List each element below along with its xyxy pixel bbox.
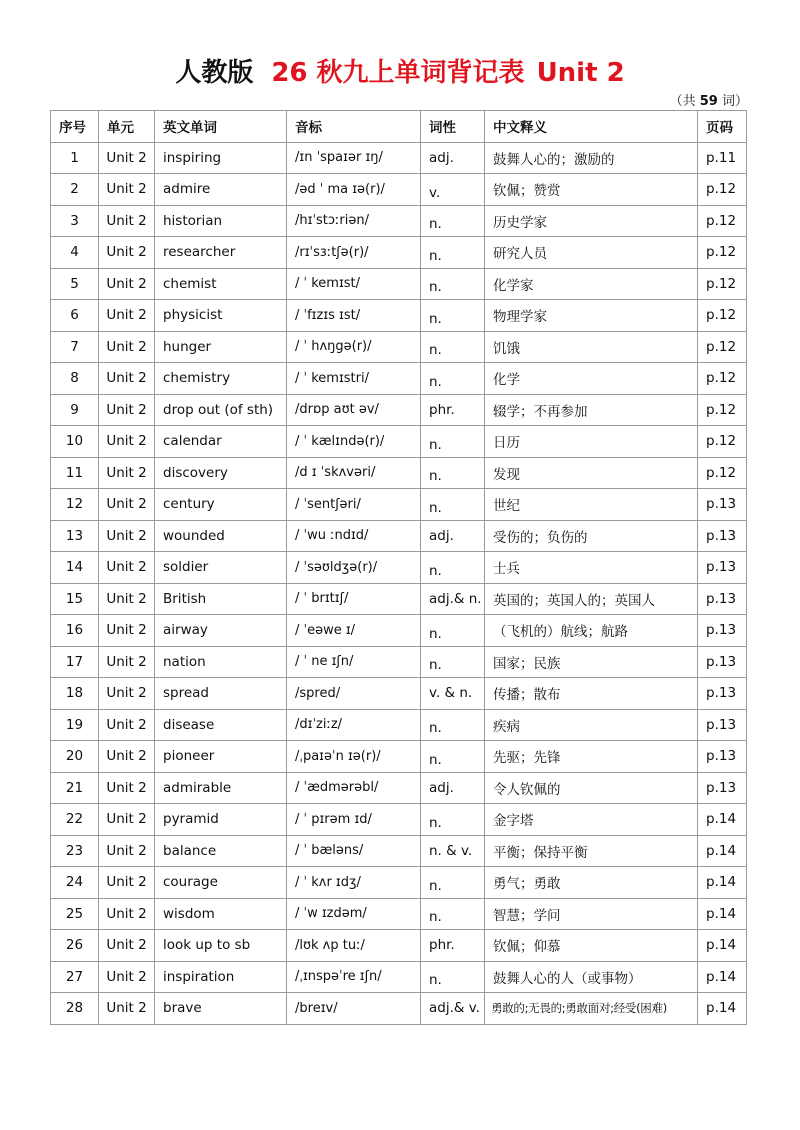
header-word: 英文单词 — [155, 111, 287, 143]
row-english-word: inspiring — [155, 142, 287, 174]
word-count-suffix: 词） — [721, 94, 748, 109]
row-phonetic: /spred/ — [287, 678, 421, 710]
row-part-of-speech: adj. — [421, 142, 485, 174]
row-phonetic: /ˌpaɪəˈn ɪə(r)/ — [287, 741, 421, 773]
row-english-word: researcher — [155, 237, 287, 269]
table-row — [51, 142, 747, 174]
row-page: p.13 — [698, 615, 747, 647]
row-phonetic: /breɪv/ — [287, 993, 421, 1025]
row-chinese-meaning: 饥饿 — [485, 331, 698, 363]
table-row — [51, 741, 747, 773]
row-number: 4 — [51, 237, 99, 269]
row-english-word: chemist — [155, 268, 287, 300]
row-chinese-meaning: 疾病 — [485, 709, 698, 741]
header-pos: 词性 — [421, 111, 485, 143]
row-unit: Unit 2 — [99, 898, 155, 930]
row-number: 19 — [51, 709, 99, 741]
table-row — [51, 898, 747, 930]
row-number: 17 — [51, 646, 99, 678]
row-english-word: historian — [155, 205, 287, 237]
row-unit: Unit 2 — [99, 835, 155, 867]
row-part-of-speech: phr. — [421, 930, 485, 962]
row-chinese-meaning: 鼓舞人心的；激励的 — [485, 142, 698, 174]
row-page: p.14 — [698, 898, 747, 930]
table-row — [51, 237, 747, 269]
row-english-word: look up to sb — [155, 930, 287, 962]
row-unit: Unit 2 — [99, 678, 155, 710]
row-unit: Unit 2 — [99, 142, 155, 174]
row-unit: Unit 2 — [99, 394, 155, 426]
row-part-of-speech: n. — [421, 237, 485, 269]
row-chinese-meaning: 化学家 — [485, 268, 698, 300]
row-phonetic: /rɪˈsɜːtʃə(r)/ — [287, 237, 421, 269]
row-part-of-speech: n. — [421, 646, 485, 678]
row-page: p.13 — [698, 489, 747, 521]
row-part-of-speech: n. — [421, 552, 485, 584]
row-phonetic: /dɪˈziːz/ — [287, 709, 421, 741]
row-english-word: airway — [155, 615, 287, 647]
row-english-word: calendar — [155, 426, 287, 458]
row-english-word: disease — [155, 709, 287, 741]
row-part-of-speech: n. — [421, 300, 485, 332]
row-number: 12 — [51, 489, 99, 521]
row-number: 27 — [51, 961, 99, 993]
header-cn: 中文释义 — [485, 111, 698, 143]
table-row — [51, 993, 747, 1025]
row-english-word: British — [155, 583, 287, 615]
row-unit: Unit 2 — [99, 993, 155, 1025]
row-number: 11 — [51, 457, 99, 489]
row-chinese-meaning: 受伤的；负伤的 — [485, 520, 698, 552]
row-number: 10 — [51, 426, 99, 458]
header-no: 序号 — [51, 111, 99, 143]
word-count-prefix: （共 — [669, 94, 696, 109]
row-part-of-speech: n. — [421, 457, 485, 489]
table-row — [51, 930, 747, 962]
row-phonetic: / ˈ brɪtɪʃ/ — [287, 583, 421, 615]
table-row — [51, 772, 747, 804]
row-phonetic: /lʊk ʌp tuː/ — [287, 930, 421, 962]
row-phonetic: / ˈ kemɪstri/ — [287, 363, 421, 395]
table-row — [51, 552, 747, 584]
row-chinese-meaning: 英国的；英国人的；英国人 — [485, 583, 698, 615]
row-part-of-speech: n. — [421, 615, 485, 647]
row-unit: Unit 2 — [99, 709, 155, 741]
row-phonetic: / ˈædmərəbl/ — [287, 772, 421, 804]
row-number: 13 — [51, 520, 99, 552]
word-count-number: 59 — [699, 94, 718, 109]
row-number: 9 — [51, 394, 99, 426]
row-chinese-meaning: 平衡；保持平衡 — [485, 835, 698, 867]
row-page: p.14 — [698, 993, 747, 1025]
row-english-word: brave — [155, 993, 287, 1025]
row-chinese-meaning: 令人钦佩的 — [485, 772, 698, 804]
row-page: p.12 — [698, 268, 747, 300]
row-page: p.14 — [698, 867, 747, 899]
row-phonetic: /drɒp aʊt əv/ — [287, 394, 421, 426]
row-chinese-meaning: 钦佩；仰慕 — [485, 930, 698, 962]
table-row — [51, 709, 747, 741]
row-english-word: pyramid — [155, 804, 287, 836]
row-unit: Unit 2 — [99, 268, 155, 300]
row-phonetic: /əd ˈ ma ɪə(r)/ — [287, 174, 421, 206]
row-phonetic: / ˈfɪzɪs ɪst/ — [287, 300, 421, 332]
row-page: p.13 — [698, 741, 747, 773]
title-unit: Unit 2 — [536, 58, 625, 88]
table-row — [51, 457, 747, 489]
row-number: 3 — [51, 205, 99, 237]
row-chinese-meaning: 国家；民族 — [485, 646, 698, 678]
table-row — [51, 300, 747, 332]
row-unit: Unit 2 — [99, 552, 155, 584]
row-part-of-speech: adj. — [421, 772, 485, 804]
row-part-of-speech: adj.& n. — [421, 583, 485, 615]
row-part-of-speech: adj.& v. — [421, 993, 485, 1025]
row-number: 8 — [51, 363, 99, 395]
row-phonetic: / ˈ bæləns/ — [287, 835, 421, 867]
row-chinese-meaning: 研究人员 — [485, 237, 698, 269]
page-title — [0, 52, 800, 89]
row-number: 1 — [51, 142, 99, 174]
row-phonetic: / ˈ hʌŋgə(r)/ — [287, 331, 421, 363]
row-english-word: balance — [155, 835, 287, 867]
table-row — [51, 961, 747, 993]
row-number: 14 — [51, 552, 99, 584]
row-chinese-meaning: 化学 — [485, 363, 698, 395]
row-english-word: nation — [155, 646, 287, 678]
table-row — [51, 426, 747, 458]
row-chinese-meaning: 历史学家 — [485, 205, 698, 237]
row-page: p.14 — [698, 804, 747, 836]
table-row — [51, 394, 747, 426]
row-english-word: soldier — [155, 552, 287, 584]
row-page: p.14 — [698, 930, 747, 962]
row-phonetic: / ˈ kælɪndə(r)/ — [287, 426, 421, 458]
row-page: p.12 — [698, 363, 747, 395]
row-number: 5 — [51, 268, 99, 300]
row-page: p.12 — [698, 205, 747, 237]
row-number: 15 — [51, 583, 99, 615]
row-chinese-meaning: 鼓舞人心的人（或事物） — [485, 961, 698, 993]
row-part-of-speech: phr. — [421, 394, 485, 426]
header-unit: 单元 — [99, 111, 155, 143]
row-page: p.13 — [698, 772, 747, 804]
row-english-word: physicist — [155, 300, 287, 332]
row-chinese-meaning: 士兵 — [485, 552, 698, 584]
row-page: p.14 — [698, 835, 747, 867]
table-row — [51, 489, 747, 521]
row-unit: Unit 2 — [99, 205, 155, 237]
row-phonetic: / ˈ pɪrəm ɪd/ — [287, 804, 421, 836]
row-english-word: pioneer — [155, 741, 287, 773]
row-phonetic: / ˈeəwe ɪ/ — [287, 615, 421, 647]
row-part-of-speech: n. — [421, 867, 485, 899]
row-chinese-meaning: 金字塔 — [485, 804, 698, 836]
row-chinese-meaning: 物理学家 — [485, 300, 698, 332]
row-page: p.14 — [698, 961, 747, 993]
row-phonetic: / ˈwu ːndɪd/ — [287, 520, 421, 552]
row-english-word: courage — [155, 867, 287, 899]
row-unit: Unit 2 — [99, 331, 155, 363]
row-page: p.13 — [698, 552, 747, 584]
row-phonetic: /ɪn ˈspaɪər ɪŋ/ — [287, 142, 421, 174]
table-row — [51, 804, 747, 836]
row-page: p.13 — [698, 678, 747, 710]
row-number: 22 — [51, 804, 99, 836]
row-part-of-speech: n. — [421, 961, 485, 993]
row-number: 6 — [51, 300, 99, 332]
row-part-of-speech: n. — [421, 426, 485, 458]
row-unit: Unit 2 — [99, 300, 155, 332]
row-page: p.13 — [698, 709, 747, 741]
table-row — [51, 835, 747, 867]
row-page: p.12 — [698, 174, 747, 206]
table-row — [51, 646, 747, 678]
row-unit: Unit 2 — [99, 741, 155, 773]
row-chinese-meaning: 钦佩；赞赏 — [485, 174, 698, 206]
row-english-word: wisdom — [155, 898, 287, 930]
row-unit: Unit 2 — [99, 615, 155, 647]
row-number: 20 — [51, 741, 99, 773]
table-row — [51, 268, 747, 300]
row-english-word: hunger — [155, 331, 287, 363]
row-number: 28 — [51, 993, 99, 1025]
row-unit: Unit 2 — [99, 867, 155, 899]
row-phonetic: / ˈ kʌr ɪdʒ/ — [287, 867, 421, 899]
row-unit: Unit 2 — [99, 237, 155, 269]
row-page: p.13 — [698, 520, 747, 552]
row-phonetic: /d ɪ ˈskʌvəri/ — [287, 457, 421, 489]
row-number: 16 — [51, 615, 99, 647]
row-part-of-speech: v. — [421, 174, 485, 206]
table-row — [51, 867, 747, 899]
row-unit: Unit 2 — [99, 174, 155, 206]
row-chinese-meaning: （飞机的）航线；航路 — [485, 615, 698, 647]
row-english-word: discovery — [155, 457, 287, 489]
row-page: p.13 — [698, 583, 747, 615]
row-part-of-speech: n. — [421, 363, 485, 395]
row-chinese-meaning: 传播；散布 — [485, 678, 698, 710]
table-row — [51, 615, 747, 647]
row-unit: Unit 2 — [99, 646, 155, 678]
row-part-of-speech: v. & n. — [421, 678, 485, 710]
row-part-of-speech: n. & v. — [421, 835, 485, 867]
row-english-word: century — [155, 489, 287, 521]
word-count — [670, 90, 748, 109]
row-chinese-meaning: 智慧；学问 — [485, 898, 698, 930]
table-header-row — [51, 111, 747, 143]
row-unit: Unit 2 — [99, 772, 155, 804]
row-english-word: inspiration — [155, 961, 287, 993]
table-row — [51, 363, 747, 395]
row-unit: Unit 2 — [99, 457, 155, 489]
row-number: 2 — [51, 174, 99, 206]
row-english-word: chemistry — [155, 363, 287, 395]
table-row — [51, 583, 747, 615]
table-row — [51, 174, 747, 206]
row-chinese-meaning: 先驱；先锋 — [485, 741, 698, 773]
row-number: 18 — [51, 678, 99, 710]
row-page: p.12 — [698, 394, 747, 426]
row-unit: Unit 2 — [99, 930, 155, 962]
row-page: p.11 — [698, 142, 747, 174]
row-part-of-speech: n. — [421, 804, 485, 836]
row-number: 26 — [51, 930, 99, 962]
row-number: 25 — [51, 898, 99, 930]
row-phonetic: / ˈsentʃəri/ — [287, 489, 421, 521]
row-number: 21 — [51, 772, 99, 804]
row-chinese-meaning: 勇气；勇敢 — [485, 867, 698, 899]
row-unit: Unit 2 — [99, 489, 155, 521]
row-phonetic: / ˈsəʊldʒə(r)/ — [287, 552, 421, 584]
row-part-of-speech: n. — [421, 898, 485, 930]
row-page: p.12 — [698, 300, 747, 332]
row-chinese-meaning: 日历 — [485, 426, 698, 458]
row-part-of-speech: n. — [421, 331, 485, 363]
row-english-word: admirable — [155, 772, 287, 804]
row-unit: Unit 2 — [99, 520, 155, 552]
row-part-of-speech: n. — [421, 741, 485, 773]
row-english-word: drop out (of sth) — [155, 394, 287, 426]
table-row — [51, 331, 747, 363]
header-page: 页码 — [698, 111, 747, 143]
row-part-of-speech: n. — [421, 268, 485, 300]
row-page: p.12 — [698, 331, 747, 363]
header-ipa: 音标 — [287, 111, 421, 143]
row-number: 24 — [51, 867, 99, 899]
row-unit: Unit 2 — [99, 961, 155, 993]
title-publisher: 人教版 — [175, 58, 254, 88]
row-page: p.12 — [698, 457, 747, 489]
row-phonetic: / ˈ kemɪst/ — [287, 268, 421, 300]
row-unit: Unit 2 — [99, 426, 155, 458]
table-row — [51, 205, 747, 237]
row-english-word: admire — [155, 174, 287, 206]
row-phonetic: / ˈw ɪzdəm/ — [287, 898, 421, 930]
title-main: 26 秋九上单词背记表 — [271, 58, 525, 88]
row-page: p.12 — [698, 237, 747, 269]
row-phonetic: /hɪˈstɔːriən/ — [287, 205, 421, 237]
row-phonetic: / ˈ ne ɪʃn/ — [287, 646, 421, 678]
row-unit: Unit 2 — [99, 363, 155, 395]
row-chinese-meaning: 勇敢的;无畏的;勇敢面对;经受(困难) — [485, 993, 698, 1025]
row-part-of-speech: adj. — [421, 520, 485, 552]
row-english-word: wounded — [155, 520, 287, 552]
table-row — [51, 520, 747, 552]
row-part-of-speech: n. — [421, 205, 485, 237]
row-unit: Unit 2 — [99, 583, 155, 615]
row-page: p.12 — [698, 426, 747, 458]
row-chinese-meaning: 发现 — [485, 457, 698, 489]
row-phonetic: /ˌɪnspəˈre ɪʃn/ — [287, 961, 421, 993]
row-number: 7 — [51, 331, 99, 363]
row-english-word: spread — [155, 678, 287, 710]
vocabulary-table — [50, 110, 747, 1025]
row-chinese-meaning: 世纪 — [485, 489, 698, 521]
row-page: p.13 — [698, 646, 747, 678]
row-number: 23 — [51, 835, 99, 867]
row-chinese-meaning: 辍学；不再参加 — [485, 394, 698, 426]
row-part-of-speech: n. — [421, 709, 485, 741]
row-unit: Unit 2 — [99, 804, 155, 836]
row-part-of-speech: n. — [421, 489, 485, 521]
table-row — [51, 678, 747, 710]
